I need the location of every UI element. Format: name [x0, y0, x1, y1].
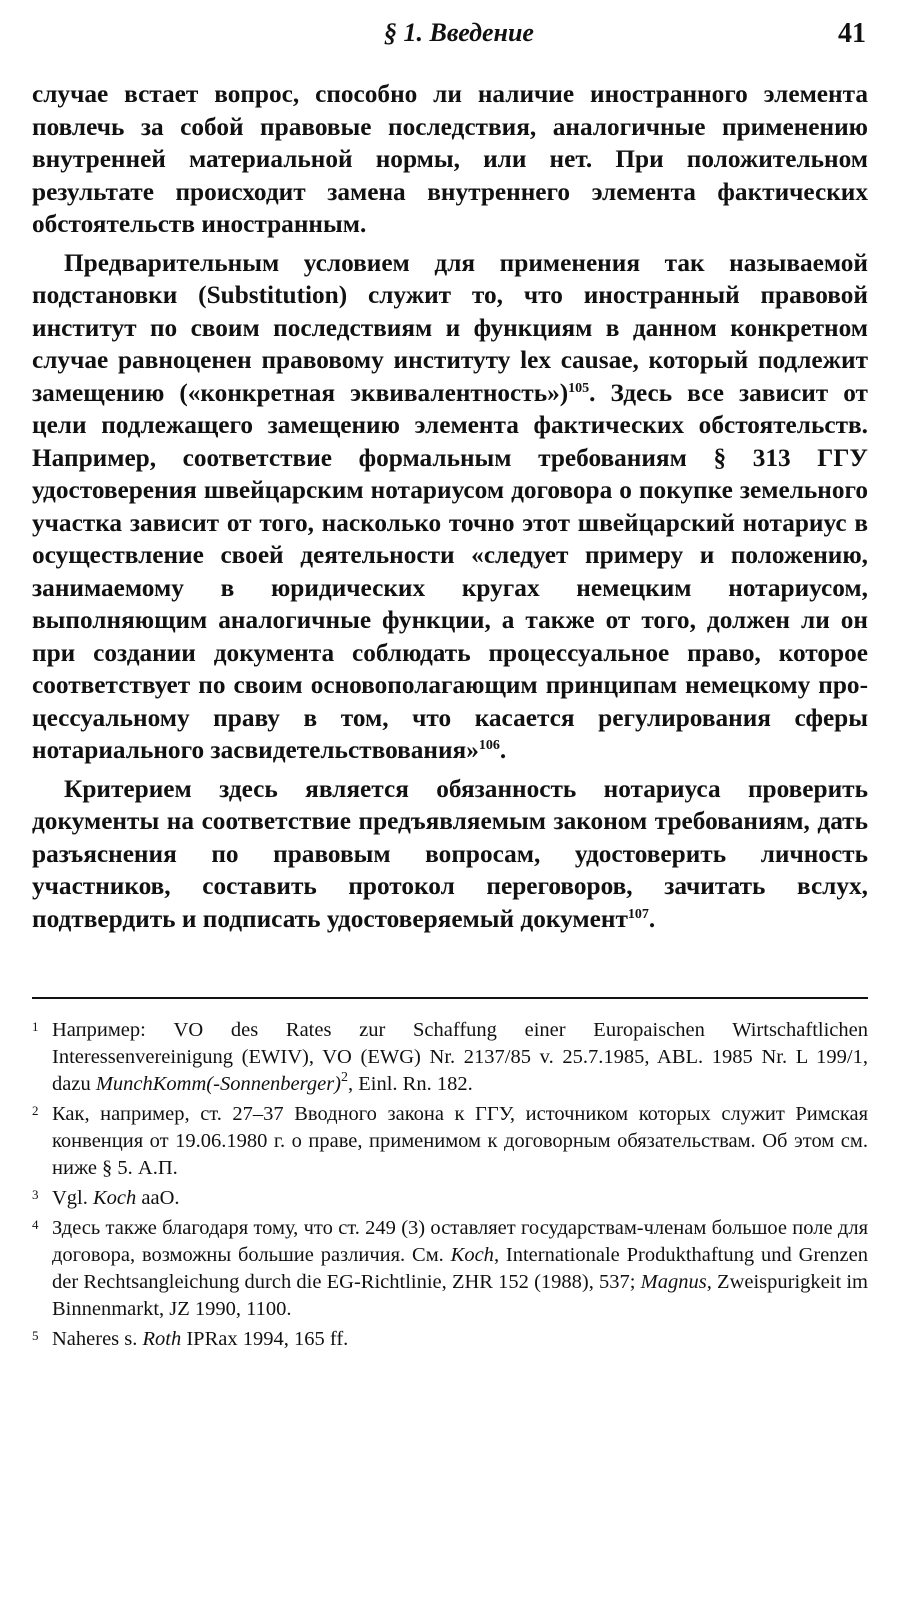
footnote-4-text-e: Zweispurigkeit im Binnenmarkt, JZ 1990, 1100. — [52, 1271, 868, 1320]
paragraph-2-text-b: . Здесь все зависит от цели подлежащего замещению элемента фактических обстоятельств. Например, соответствие формальным требованиям § 313 ГГУ удостоверения швейцарским нотариусом договора о покупке земельного участка зависит от того, насколько точно этот швейцарский нотариус в осуществление своей деятельности «следует примеру и положению, занимаемому в юридических кругах немецким нотариусом, выполняющим аналогичные функции, а также от того, должен ли он при создании документа соблюдать процессуальное право, которое соответствует по своим основополагающим принципам немецкому процессуальному праву в том, что касается регулирования сферы нотариального засвидетельствования» — [32, 378, 868, 764]
footnote-4 — [32, 1215, 868, 1323]
footnote-4-mark: 4 — [32, 1217, 39, 1232]
footnote-1-text-a: Например: VO des Rates zur Schaffung einer Europaischen Wirtschaftlichen Interessenvereinigung (EWIV), VO (EWG) Nr. 2137/85 v. 25.7.1985, ABL. 1985 Nr. L 199/1, dazu — [52, 1019, 868, 1095]
paragraph-3 — [32, 773, 868, 936]
footnote-ref-106: 106 — [478, 738, 500, 753]
footnote-1-edition: 2 — [341, 1070, 349, 1085]
paragraph-2 — [32, 247, 868, 767]
footnote-ref-107: 107 — [627, 906, 649, 922]
footnote-2-text: Как, например, ст. 27–37 Вводного закона к ГГУ, источником которых служит Римская конвенция от 19.06.1980 г. о праве, применимом к договорным обязательствам. Об этом см. ниже § 5. А.П. — [52, 1103, 868, 1179]
main-text — [32, 78, 868, 935]
footnote-5 — [32, 1326, 868, 1353]
paragraph-1 — [32, 78, 868, 241]
footnote-ref-105: 105 — [568, 380, 590, 396]
footnote-5-author: Roth — [142, 1328, 182, 1350]
footnote-3-text-c: aaO. — [136, 1187, 180, 1209]
footnote-5-text-a: Naheres s. — [52, 1328, 143, 1350]
footnotes — [32, 1017, 868, 1356]
footnote-3-mark: 3 — [32, 1187, 39, 1202]
footnote-2 — [32, 1101, 868, 1182]
footnote-2-mark: 2 — [32, 1103, 39, 1118]
footnote-4-text-c: , Internationale Produkthaftung und Grenzen der Rechtsangleichung durch die EG-Richtlinie, ZHR 152 (1988), 537; — [52, 1244, 869, 1293]
footnote-1-text-c: , Einl. Rn. 182. — [348, 1073, 473, 1095]
footnote-5-mark: 5 — [32, 1328, 39, 1343]
paragraph-2-text-a: Предварительным условием для применения так называемой подстановки (Substitution) служит то, что иностранный правовой институт по своим последствиям и функциям в данном конкретном случае равноценен правовому институту lex causae, который подлежит замещению («конкретная эквивалентность») — [32, 248, 868, 407]
paragraph-2-text-c: . — [499, 736, 507, 764]
paragraph-1-text: случае встает вопрос, способно ли наличие иностранного элемента повлечь за собой правовые последствия, аналогичные применению внутренней материальной нормы, или нет. При положительном результате происходит замена внутреннего элемента фактических обстоятельств иностранным. — [32, 80, 868, 238]
footnote-4-text-a: Здесь также благодаря тому, что ст. 249 (3) оставляет государствам-членам большое поле для договора, возможны большие различия. См. — [52, 1217, 868, 1266]
running-title: § 1. Введение — [384, 18, 534, 47]
footnote-3-text-a: Vgl. — [52, 1187, 93, 1209]
footnote-1-mark: 1 — [32, 1019, 39, 1034]
footnote-5-text-c: IPRax 1994, 165 ff. — [181, 1328, 349, 1350]
paragraph-3-text-b: . — [648, 904, 656, 933]
footnote-3-author: Koch — [93, 1187, 137, 1209]
page-number: 41 — [838, 18, 866, 49]
running-head — [0, 18, 918, 52]
footnote-1-author: MunchKomm(-Sonnenberger) — [95, 1073, 342, 1095]
footnote-divider — [32, 997, 868, 999]
footnote-1 — [32, 1017, 868, 1098]
footnote-4-author-1: Koch — [450, 1244, 494, 1266]
footnote-4-author-2: Magnus, — [640, 1271, 712, 1293]
footnote-3 — [32, 1185, 868, 1212]
paragraph-3-text-a: Критерием здесь является обязанность нотариуса проверить документы на соответствие предъявляемым законом требованиям, дать разъяснения по правовым вопросам, удостоверить личность участников, составить протокол переговоров, зачитать вслух, подтвердить и подписать удостоверяемый документ — [32, 774, 868, 933]
